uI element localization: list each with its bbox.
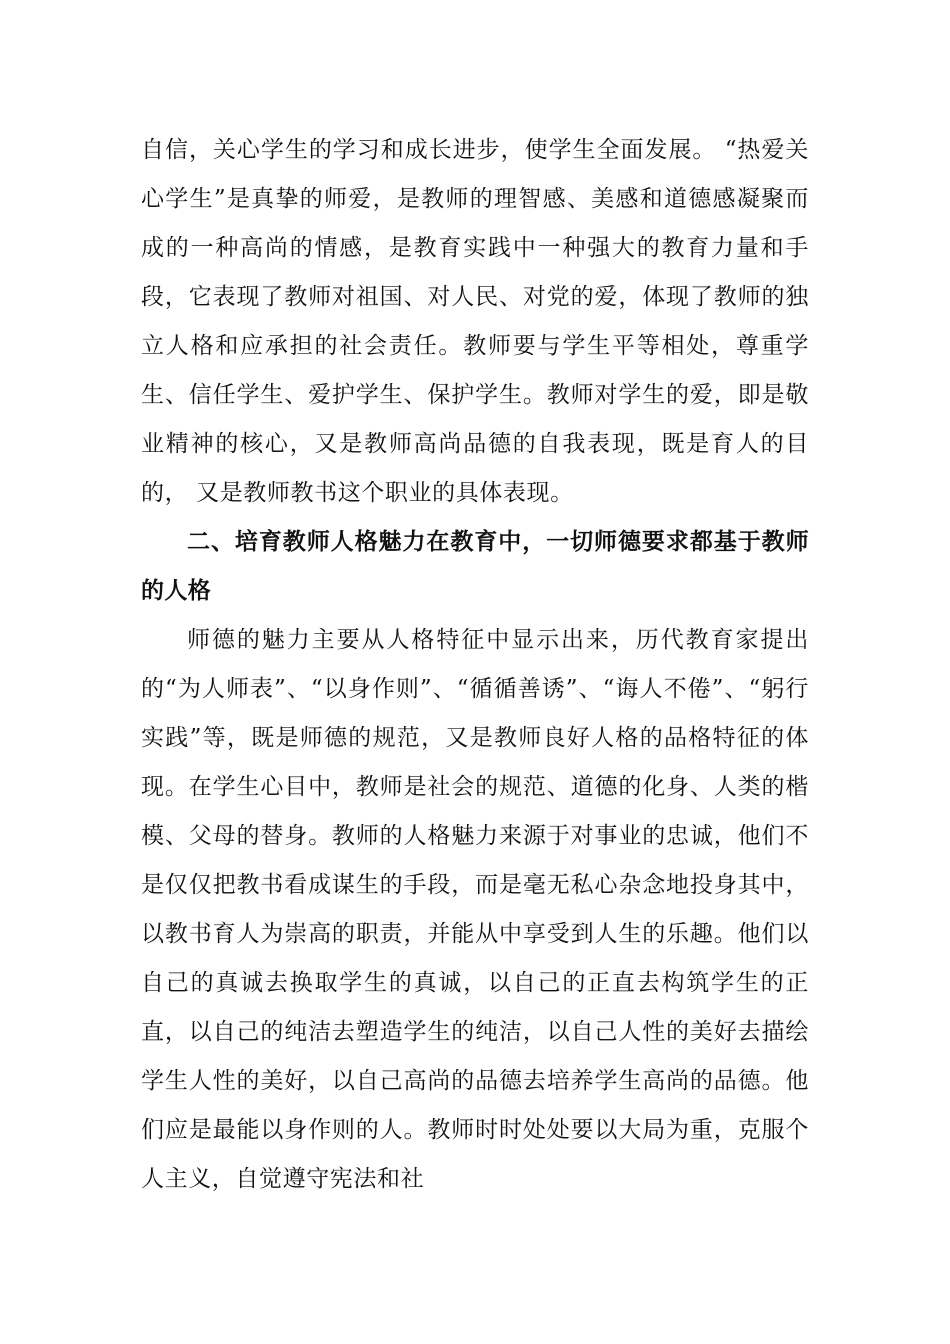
paragraph-teacher-charisma: 师德的魅力主要从人格特征中显示出来，历代教育家提出的“为人师表”、“以身作则”、“循循善诱”、“诲人不倦”、“躬行实践”等，既是师德的规范，又是教师良好人格的品格特征的体现。在学生心目中，教师是社会的规范、道德的化身、人类的楷模、父母的替身。教师的人格魅力来源于对事业的忠诚，他们不是仅仅把教书看成谋生的手段，而是毫无私心杂念地投身其中，以教书育人为崇高的职责，并能从中享受到人生的乐趣。他们以自己的真诚去换取学生的真诚，以自己的正直去构筑学生的正直，以自己的纯洁去塑造学生的纯洁，以自己人性的美好去描绘学生人性的美好，以自己高尚的品德去培养学生高尚的品德。他们应是最能以身作则的人。教师时时处处要以大局为重，克服个人主义，自觉遵守宪法和社 (141, 627, 809, 1192)
document-body (141, 126, 809, 1204)
paragraph-continuation: 自信，关心学生的学习和成长进步，使学生全面发展。 “热爱关心学生”是真挚的师爱，是教师的理智感、美感和道德感凝聚而成的一种高尚的情感，是教育实践中一种强大的教育力量和手段，它表现了教师对祖国、对人民、对党的爱，体现了教师的独立人格和应承担的社会责任。教师要与学生平等相处，尊重学生、信任学生、爱护学生、保护学生。教师对学生的爱，即是敬业精神的核心，又是教师高尚品德的自我表现，既是育人的目的， 又是教师教书这个职业的具体表现。 (141, 137, 809, 506)
section-heading: 二、培育教师人格魅力在教育中，一切师德要求都基于教师的人格 (141, 529, 809, 604)
